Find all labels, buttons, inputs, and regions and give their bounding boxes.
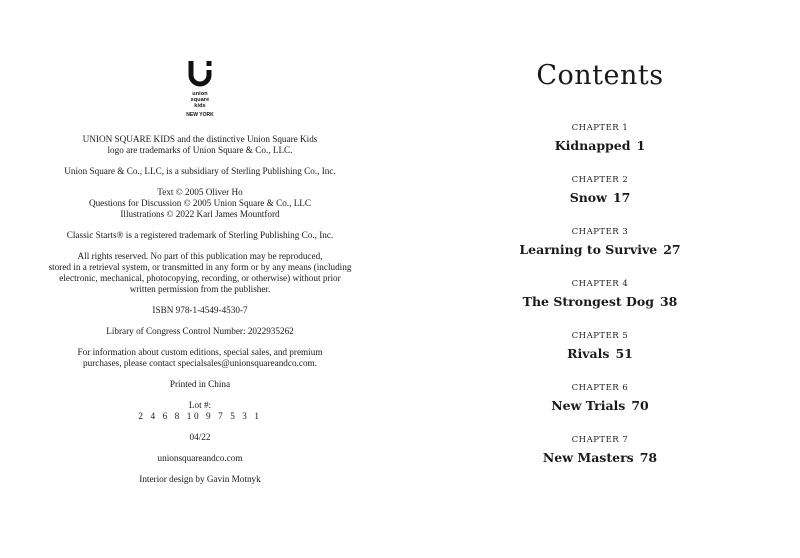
isbn-line: ISBN 978-1-4549-4530-7 xyxy=(152,305,248,315)
toc-entry-chapter-4 xyxy=(500,278,700,330)
chapter-title: Rivals xyxy=(567,346,610,361)
logo-line-union: union xyxy=(192,91,208,97)
questions-credit: Questions for Discussion © 2005 Union Square & Co., LLC xyxy=(88,198,312,208)
chapter-page-number: 51 xyxy=(615,346,633,361)
rights-paragraph xyxy=(30,251,370,295)
publisher-logo xyxy=(180,58,220,126)
loc-line: Library of Congress Control Number: 2022935262 xyxy=(106,326,294,336)
table-of-contents xyxy=(500,122,700,486)
chapter-label: CHAPTER 3 xyxy=(571,227,629,237)
chapter-label: CHAPTER 2 xyxy=(571,175,629,185)
chapter-label: CHAPTER 1 xyxy=(571,123,629,133)
chapter-page-number: 70 xyxy=(631,398,649,413)
rights-line-4: written permission from the publisher. xyxy=(129,284,271,294)
chapter-label: CHAPTER 5 xyxy=(571,331,629,341)
chapter-title-line xyxy=(500,189,700,207)
chapter-title: Snow xyxy=(569,190,607,205)
chapter-page-number: 1 xyxy=(636,138,646,153)
toc-entry-chapter-6 xyxy=(500,382,700,434)
design-credit: Interior design by Gavin Motnyk xyxy=(139,474,261,484)
toc-entry-chapter-5 xyxy=(500,330,700,382)
chapter-label: CHAPTER 7 xyxy=(571,435,629,445)
classic-starts-line: Classic Starts® is a registered trademark of Sterling Publishing Co., Inc. xyxy=(66,230,334,240)
illustrations-credit: Illustrations © 2022 Karl James Mountford xyxy=(120,209,280,219)
subsidiary-line: Union Square & Co., LLC, is a subsidiary of Sterling Publishing Co., Inc. xyxy=(64,166,336,176)
chapter-title: The Strongest Dog xyxy=(522,294,654,309)
chapter-title-line xyxy=(500,449,700,467)
text-credit: Text © 2005 Oliver Ho xyxy=(157,187,243,197)
chapter-label: CHAPTER 4 xyxy=(571,279,629,289)
chapter-page-number: 38 xyxy=(659,294,678,309)
logo-line-kids: kids xyxy=(194,103,206,109)
toc-entry-chapter-1 xyxy=(500,122,700,174)
chapter-page-number: 27 xyxy=(663,242,681,257)
toc-entry-chapter-3 xyxy=(500,226,700,278)
copyright-page xyxy=(30,0,370,558)
copyright-text xyxy=(30,134,370,495)
contents-title: Contents xyxy=(536,60,664,91)
lot-digits: 2 4 6 8 10 9 7 5 3 1 xyxy=(138,411,262,421)
toc-entry-chapter-7 xyxy=(500,434,700,486)
website-line: unionsquareandco.com xyxy=(157,453,243,463)
chapter-title: New Trials xyxy=(551,398,626,413)
union-square-kids-logo-icon xyxy=(187,58,213,88)
chapter-title: New Masters xyxy=(542,450,634,465)
lot-paragraph xyxy=(30,400,370,422)
chapter-title: Learning to Survive xyxy=(519,242,658,257)
rights-line-1: All rights reserved. No part of this publication may be reproduced, xyxy=(77,251,323,261)
trademark-paragraph xyxy=(30,134,370,156)
logo-city: NEW YORK xyxy=(186,112,214,118)
chapter-page-number: 17 xyxy=(612,190,631,205)
printed-line: Printed in China xyxy=(169,379,231,389)
toc-entry-chapter-2 xyxy=(500,174,700,226)
info-line-1: For information about custom editions, special sales, and premium xyxy=(77,347,323,357)
date-line: 04/22 xyxy=(189,432,211,442)
chapter-title: Kidnapped xyxy=(554,138,631,153)
chapter-title-line xyxy=(500,241,700,259)
lot-label: Lot #: xyxy=(188,400,212,410)
chapter-title-line xyxy=(500,137,700,155)
trademark-line-2: logo are trademarks of Union Square & Co., LLC. xyxy=(107,145,293,155)
chapter-title-line xyxy=(500,397,700,415)
chapter-title-line xyxy=(500,293,700,311)
chapter-title-line xyxy=(500,345,700,363)
rights-line-3: electronic, mechanical, photocopying, recording, or otherwise) without prior xyxy=(59,273,341,283)
trademark-line-1: UNION SQUARE KIDS and the distinctive Union Square Kids xyxy=(82,134,318,144)
info-line-2: purchases, please contact specialsales@unionsquareandco.com. xyxy=(83,358,317,368)
info-paragraph xyxy=(30,347,370,369)
logo-line-square: square xyxy=(190,97,210,103)
credits-paragraph xyxy=(30,187,370,220)
chapter-label: CHAPTER 6 xyxy=(571,383,629,393)
rights-line-2: stored in a retrieval system, or transmitted in any form or by any means (including xyxy=(48,262,352,272)
contents-page xyxy=(500,0,700,558)
chapter-page-number: 78 xyxy=(639,450,658,465)
